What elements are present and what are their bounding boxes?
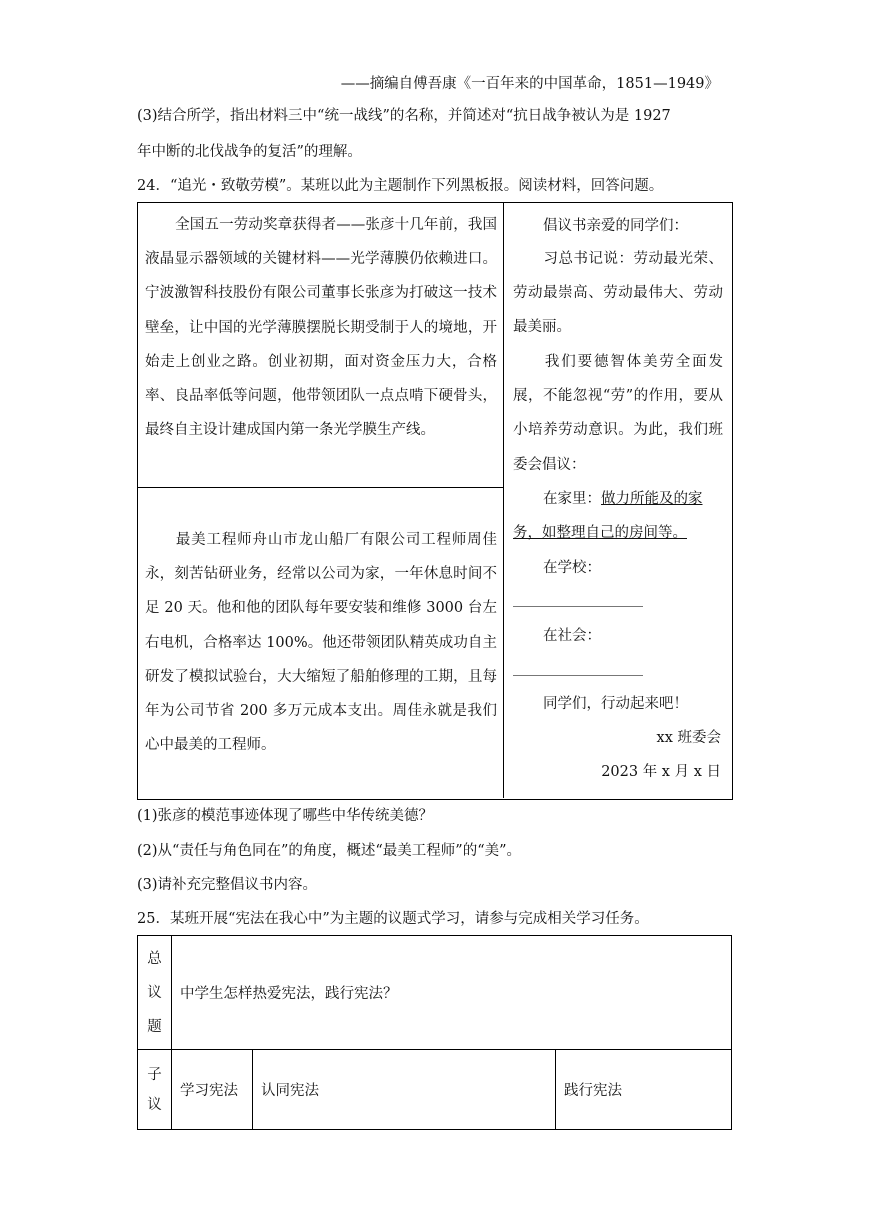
home-answer-2: 务，如整理自己的房间等。 [513,525,687,541]
society-blank [513,675,643,676]
question-24-2: (2)从“责任与角色同在”的角度，概述“最美工程师”的“美”。 [137,843,522,859]
school-blank [513,606,643,607]
society-label: 在社会： [543,628,601,644]
proposal-quote: 习总书记说：劳动最光荣、劳动最崇高、劳动最伟大、劳动最美丽。 [513,251,723,336]
topic-table [137,935,732,1130]
question-24-title: 24．“追光・致敬劳模”。某班以此为主题制作下列黑板报。阅读材料，回答问题。 [137,178,664,194]
sub-topic-cell: 践行宪法 [556,1050,732,1130]
question-3-line-2: 年中断的北伐战争的复活”的理解。 [137,144,362,160]
main-topic-label: 总议题 [138,936,172,1050]
proposal-date: 2023 年 x 月 x 日 [601,764,721,780]
main-topic-question: 中学生怎样热爱宪法，践行宪法？ [172,936,732,1050]
zhangyan-story: 全国五一劳动奖章获得者——张彦十几年前，我国液晶显示器领域的关键材料——光学薄膜仍依赖进口。宁波激智科技股份有限公司董事长张彦为打破这一技术壁垒，让中国的光学薄膜摆脱长期受制于人的境地，开始走上创业之路。创业初期，面对资金压力大，合格率、良品率低等问题，他带领团队一点点啃下硬骨头，最终自主设计建成国内第一条光学膜生产线。 [145,217,497,439]
proposal-body: 我们要德智体美劳全面发展，不能忽视“劳”的作用，要从小培养劳动意识。为此，我们班委会倡议： [513,354,723,473]
proposal-closing: 同学们，行动起来吧！ [543,696,688,712]
sub-topic-cell: 认同宪法 [253,1050,556,1130]
source-citation: ——摘编自傅吾康《一百年来的中国革命，1851—1949》 [340,76,719,92]
question-3-line-1: (3)结合所学，指出材料三中“统一战线”的名称，并简述对“抗日战争被认为是 1927 [137,108,671,124]
sub-topic-cell: 学习宪法 [172,1050,253,1130]
sub-topic-label: 子议 [138,1050,172,1130]
question-24-1: (1)张彦的模范事迹体现了哪些中华传统美德？ [137,808,434,824]
home-item: 在家里：做力所能及的家 [543,491,703,507]
question-25-title: 25．某班开展“宪法在我心中”为主题的议题式学习，请参与完成相关学习任务。 [137,911,649,927]
row-divider [137,487,503,488]
school-label: 在学校： [543,560,601,576]
proposal-signer: xx 班委会 [656,730,721,746]
engineer-story: 最美工程师舟山市龙山船厂有限公司工程师周佳永，刻苦钻研业务，经常以公司为家，一年休息时间不足 20 天。他和他的团队每年要安装和维修 3000 台左右电机，合格率达 100%。他还带领团队精英成功自主研发了模拟试验台，大大缩短了船舶修理的工期，且每年为公司节省 200 多万元成本支出。周佳永就是我们心中最美的工程师。 [145,532,497,754]
home-answer-1: 做力所能及的家 [601,491,703,507]
question-24-3: (3)请补充完整倡议书内容。 [137,877,318,893]
column-divider [503,202,504,798]
home-item-continued [513,523,687,543]
proposal-greeting: 倡议书亲爱的同学们： [543,218,688,234]
